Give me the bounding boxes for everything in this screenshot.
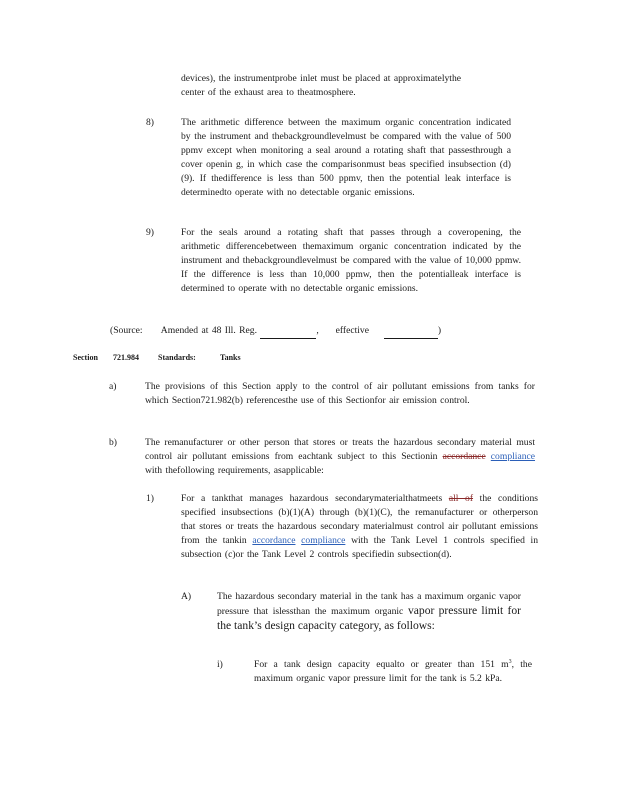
register-volume-blank [260,324,319,339]
section-number: 721.984 [113,353,139,362]
para-A-marker: A) [181,591,192,602]
cubic-superscript: 3 [508,658,512,665]
section-label: Section [73,353,98,362]
section-subject: Tanks [220,353,241,362]
para-i-marker: i) [217,659,223,670]
para-b-text-before: The remanufacturer or other person that stores or treats the hazardous secondary material must control air pollutant emissions from eachtank subject to this Sectionin [145,437,535,462]
source-comma: , [316,325,319,336]
continuation-line-2: center of the exhaust area to theatmosphere. [181,87,356,98]
deleted-text: accordance [442,451,486,462]
continuation-line-1: devices), the instrumentprobe inlet must be placed at approximatelythe [181,73,462,84]
inserted-text: accordance [252,535,296,546]
continuation-text [181,72,511,100]
para-b1-text [181,492,538,562]
para-A-text-small: The hazardous secondary material in the tank has a maximum organic vapor pressure that islessthan the maximum organic [217,591,521,617]
para-i-text-after: , the maximum organic vapor pressure limit for the tank is 5.2 kPa. [254,659,532,684]
para-i-text [254,658,532,686]
inserted-text: compliance [490,451,536,462]
source-effective: effective [335,325,369,336]
section-heading: Standards: [158,353,196,362]
source-close: ) [437,325,442,336]
item-9-paragraph: For the seals around a rotating shaft that passes through a coveropening, the arithmetic differencebetween themaximum organic concentration indicated by the instrument and thebackgroundlevelmust be compared with the value of 10,000 ppmw. If the difference is less than 10,000 ppmw, then the potentialleak interface is determined to operate with no detectable organic emissions. [181,227,521,294]
item-8-marker: 8) [146,117,154,128]
para-b-text [145,436,535,478]
para-b1-text-after: with the Tank Level 1 controls specified in subsection (c)or the Tank Level 2 controls specifiedin subsection(d). [181,535,538,560]
deleted-text: all of [448,493,474,504]
para-b-text-after: with thefollowing requirements, asapplicable: [145,465,324,476]
effective-date-blank [384,324,438,339]
para-b-marker: b) [109,437,117,448]
para-i-text-before: For a tank design capacity equalto or greater than 151 m [254,659,509,670]
para-a-marker: a) [109,381,117,392]
para-A-text [217,590,521,634]
inserted-text: compliance [301,535,346,546]
item-9-marker: 9) [146,227,154,238]
para-b1-marker: 1) [146,493,154,504]
para-b1-text-mid: the conditions specified insubsections (b)(1)(A) through (b)(1)(C), the remanufacturer or otherperson that stores or treats the hazardous secondary materialmust control air pollutant emissions from the tankin [181,493,538,546]
para-A-text-large: vapor pressure limit for the tank’s design capacity category, as follows: [217,604,521,632]
para-b1-text-before: For a tankthat manages hazardous secondarymaterialthatmeets [181,493,443,504]
source-open: (Source: [110,325,143,336]
source-amended: Amended at 48 Ill. Reg. [160,325,257,336]
item-8-paragraph: The arithmetic difference between the maximum organic concentration indicated by the instrument and thebackgroundlevelmust be compared with the value of 500 ppmv except when monitoring a seal around a rotating shaft that passesthrough a cover openin g, in which case the comparisonmust beas specified insubsection (d)(9). If thedifference is less than 500 ppmv, then the potential leak interface is determinedto operate with no detectable organic emissions. [181,117,511,198]
source-note [110,324,530,339]
para-a-text: The provisions of this Section apply to the control of air pollutant emissions from tanks for which Section721.982(b) referencesthe use of this Sectionfor air emission control. [145,381,535,406]
